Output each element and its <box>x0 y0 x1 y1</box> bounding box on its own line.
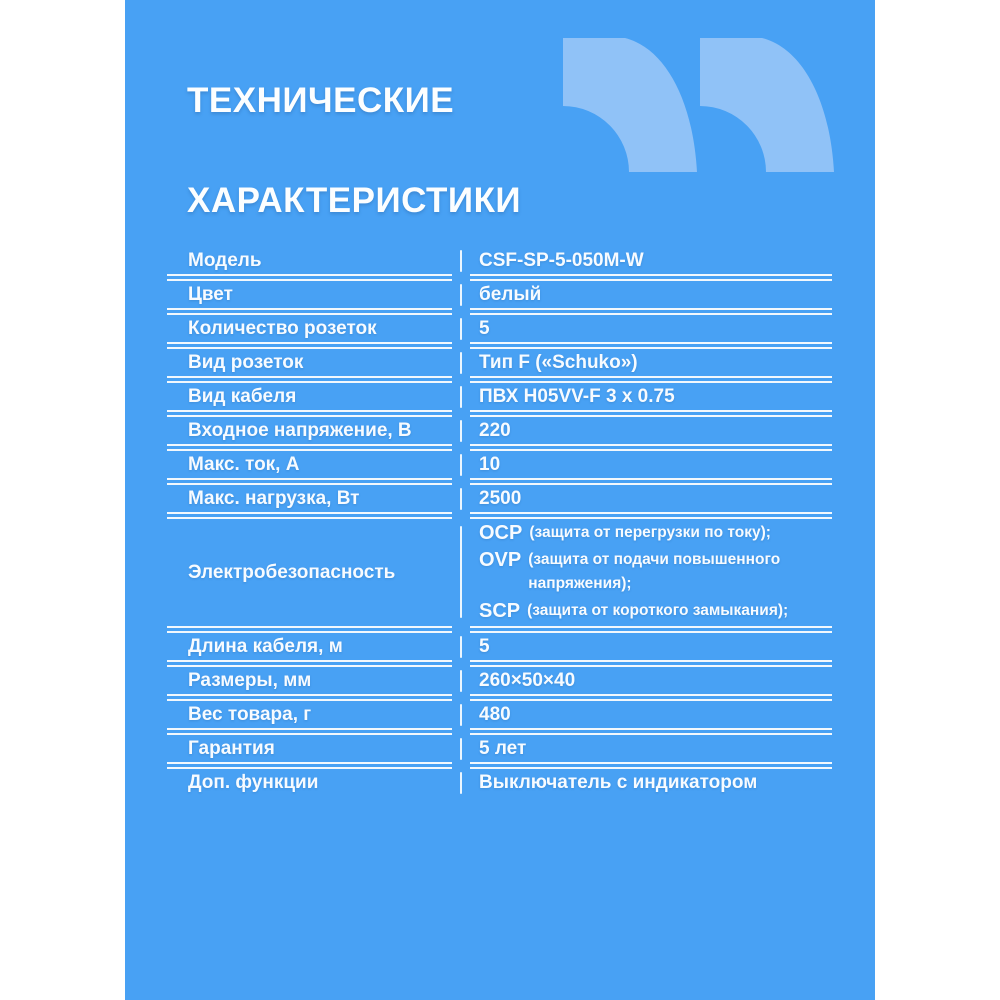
row-label: Макс. ток, А <box>188 453 300 475</box>
table-row-dimensions <box>167 667 832 694</box>
row-separator <box>167 410 832 417</box>
double-quote-icon <box>563 38 835 172</box>
cell-divider <box>452 735 470 762</box>
row-label: Входное напряжение, В <box>188 419 412 441</box>
row-value <box>470 519 832 626</box>
cell-divider <box>452 315 470 342</box>
row-label: Вид кабеля <box>188 385 297 407</box>
safety-item-scp <box>479 599 832 623</box>
row-separator <box>167 478 832 485</box>
table-row-weight <box>167 701 832 728</box>
row-label: Цвет <box>188 283 233 305</box>
table-row-warranty <box>167 735 832 762</box>
row-label: Гарантия <box>188 737 275 759</box>
cell-divider <box>452 769 470 796</box>
cell-divider <box>452 383 470 410</box>
row-label: Макс. нагрузка, Вт <box>188 487 360 509</box>
row-value: 5 <box>479 317 490 339</box>
safety-desc: (защита от подачи повышенного напряжения); <box>528 551 781 592</box>
table-row-socket-type <box>167 349 832 376</box>
cell-divider <box>452 417 470 444</box>
row-value: Выключатель с индикатором <box>479 771 758 793</box>
row-value: 5 лет <box>479 737 527 759</box>
row-separator <box>167 308 832 315</box>
table-row-electrical-safety <box>167 519 832 626</box>
safety-code: OVP <box>479 549 522 571</box>
cell-divider <box>452 485 470 512</box>
safety-item-ocp <box>479 521 832 545</box>
row-separator <box>167 694 832 701</box>
row-label: Вид розеток <box>188 351 304 373</box>
row-value: 5 <box>479 635 490 657</box>
row-label: Вес товара, г <box>188 703 312 725</box>
spec-table <box>167 247 832 796</box>
row-separator <box>167 444 832 451</box>
row-value: 10 <box>479 453 501 475</box>
cell-divider <box>452 667 470 694</box>
table-row-cable-length <box>167 633 832 660</box>
spec-card <box>125 0 875 1000</box>
table-row-socket-count <box>167 315 832 342</box>
table-row-max-load <box>167 485 832 512</box>
page-title <box>187 76 521 226</box>
table-row-max-current <box>167 451 832 478</box>
table-row-color <box>167 281 832 308</box>
table-row-cable-type <box>167 383 832 410</box>
row-value: 260×50×40 <box>479 669 576 691</box>
row-label: Размеры, мм <box>188 669 312 691</box>
row-value: 2500 <box>479 487 522 509</box>
row-value: белый <box>479 283 542 305</box>
row-separator <box>167 342 832 349</box>
safety-code: SCP <box>479 600 521 622</box>
row-value: Тип F («Schuko») <box>479 351 638 373</box>
safety-code: OCP <box>479 522 523 544</box>
table-row-extra-functions <box>167 769 832 796</box>
row-value: ПВХ H05VV-F 3 x 0.75 <box>479 385 675 407</box>
safety-desc: (защита от короткого замыкания); <box>527 602 789 619</box>
row-label: Количество розеток <box>188 317 377 339</box>
cell-divider <box>452 701 470 728</box>
safety-desc: (защита от перегрузки по току); <box>529 524 771 541</box>
cell-divider <box>452 247 470 274</box>
cell-divider <box>452 451 470 478</box>
row-separator <box>167 512 832 519</box>
row-label: Модель <box>188 249 262 271</box>
cell-divider <box>452 519 470 626</box>
cell-divider <box>452 281 470 308</box>
safety-item-ovp <box>479 548 832 596</box>
row-value: CSF-SP-5-050M-W <box>479 249 644 271</box>
row-label: Длина кабеля, м <box>188 635 343 657</box>
table-row-model <box>167 247 832 274</box>
row-separator <box>167 728 832 735</box>
row-separator <box>167 762 832 769</box>
row-separator <box>167 660 832 667</box>
table-row-input-voltage <box>167 417 832 444</box>
cell-divider <box>452 349 470 376</box>
row-value: 480 <box>479 703 511 725</box>
row-separator <box>167 376 832 383</box>
row-value: 220 <box>479 419 511 441</box>
row-label: Электробезопасность <box>188 561 396 583</box>
row-separator <box>167 626 832 633</box>
cell-divider <box>452 633 470 660</box>
row-separator <box>167 274 832 281</box>
page-title-line2: ХАРАКТЕРИСТИКИ <box>187 181 522 220</box>
row-label: Доп. функции <box>188 771 319 793</box>
page-title-line1: ТЕХНИЧЕСКИЕ <box>187 81 455 120</box>
